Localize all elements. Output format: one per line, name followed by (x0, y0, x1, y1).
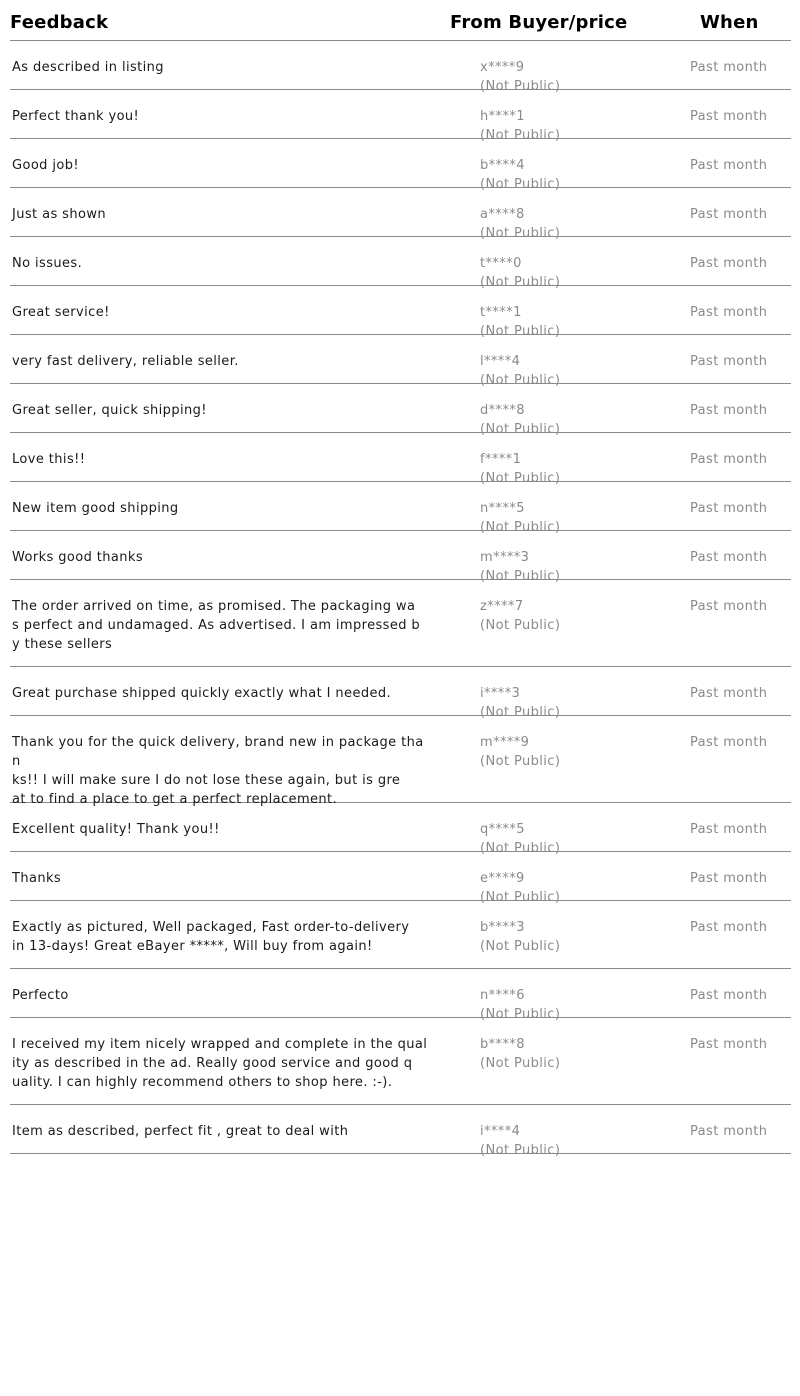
table-row (10, 716, 791, 807)
buyer-visibility: (Not Public) (480, 471, 561, 486)
buyer-id: t****0 (480, 256, 522, 271)
buyer-visibility: (Not Public) (480, 618, 561, 633)
feedback-comment: Just as shown (12, 207, 106, 222)
feedback-comment: As described in listing (12, 60, 164, 75)
feedback-comment: Thanks (12, 871, 62, 886)
buyer-cell (480, 1122, 560, 1160)
buyer-visibility: (Not Public) (480, 128, 561, 143)
feedback-when: Past month (690, 550, 768, 565)
feedback-comment: Great service! (12, 305, 110, 320)
buyer-cell (480, 597, 560, 635)
feedback-comment: Exactly as pictured, Well packaged, Fast order-to-delivery in 13-days! Great eBayer *****, Will buy from again! (12, 920, 410, 954)
buyer-visibility: (Not Public) (480, 569, 561, 584)
buyer-id: a****8 (480, 207, 525, 222)
buyer-visibility: (Not Public) (480, 939, 561, 954)
buyer-id: n****5 (480, 501, 525, 516)
buyer-id: t****1 (480, 305, 522, 320)
buyer-visibility: (Not Public) (480, 1143, 561, 1158)
feedback-comment: Great purchase shipped quickly exactly what I needed. (12, 686, 392, 701)
feedback-comment: Works good thanks (12, 550, 144, 565)
table-row (10, 580, 791, 667)
header-from-buyer-price[interactable]: From Buyer/price (450, 12, 628, 33)
buyer-id: i****3 (480, 686, 521, 701)
buyer-visibility: (Not Public) (480, 324, 561, 339)
buyer-visibility: (Not Public) (480, 177, 561, 192)
feedback-when: Past month (690, 1037, 768, 1052)
table-row (10, 335, 791, 388)
buyer-visibility: (Not Public) (480, 422, 561, 437)
buyer-id: d****8 (480, 403, 525, 418)
buyer-id: l****4 (480, 354, 521, 369)
feedback-comment: I received my item nicely wrapped and complete in the qual ity as described in the ad. Really good service and good q uality. I can highly recommend others to shop here. :-). (12, 1037, 428, 1090)
table-row (10, 139, 791, 192)
buyer-visibility: (Not Public) (480, 841, 561, 856)
feedback-comment: New item good shipping (12, 501, 179, 516)
buyer-visibility: (Not Public) (480, 275, 561, 290)
feedback-comment: No issues. (12, 256, 83, 271)
feedback-when: Past month (690, 686, 768, 701)
table-row (10, 188, 791, 241)
table-row (10, 803, 791, 856)
table-row (10, 384, 791, 437)
feedback-comment: very fast delivery, reliable seller. (12, 354, 239, 369)
feedback-when: Past month (690, 305, 768, 320)
buyer-id: z****7 (480, 599, 524, 614)
feedback-comment: Perfecto (12, 988, 69, 1003)
feedback-comment: Thank you for the quick delivery, brand new in package than ks!! I will make sure I do not lose these again, but is gre at to find a place to get a perfect replacement. (12, 735, 424, 807)
table-header (10, 0, 791, 41)
table-row (10, 1018, 791, 1105)
feedback-table (10, 0, 791, 1158)
buyer-visibility: (Not Public) (480, 373, 561, 388)
buyer-visibility: (Not Public) (480, 1007, 561, 1022)
buyer-cell (480, 733, 560, 771)
feedback-when: Past month (690, 1124, 768, 1139)
feedback-when: Past month (690, 735, 768, 750)
header-feedback[interactable]: Feedback (10, 12, 109, 33)
feedback-when: Past month (690, 871, 768, 886)
feedback-when: Past month (690, 920, 768, 935)
feedback-when: Past month (690, 354, 768, 369)
feedback-when: Past month (690, 109, 768, 124)
buyer-cell (480, 918, 560, 956)
buyer-id: m****9 (480, 735, 530, 750)
feedback-comment: Love this!! (12, 452, 86, 467)
header-when[interactable]: When (700, 12, 759, 33)
table-row (10, 90, 791, 143)
feedback-when: Past month (690, 822, 768, 837)
feedback-when: Past month (690, 158, 768, 173)
buyer-visibility: (Not Public) (480, 520, 561, 535)
feedback-comment: The order arrived on time, as promised. The packaging wa s perfect and undamaged. As advertised. I am impressed b y these sellers (12, 599, 421, 652)
table-row (10, 286, 791, 339)
table-row (10, 969, 791, 1022)
table-row (10, 433, 791, 486)
buyer-id: e****9 (480, 871, 525, 886)
buyer-visibility: (Not Public) (480, 1056, 561, 1071)
buyer-id: f****1 (480, 452, 522, 467)
buyer-id: b****8 (480, 1037, 525, 1052)
feedback-comment: Item as described, perfect fit , great to deal with (12, 1124, 349, 1139)
feedback-comment: Good job! (12, 158, 79, 173)
feedback-when: Past month (690, 207, 768, 222)
feedback-comment: Great seller, quick shipping! (12, 403, 207, 418)
buyer-id: b****4 (480, 158, 525, 173)
buyer-visibility: (Not Public) (480, 890, 561, 905)
table-row (10, 237, 791, 290)
buyer-visibility: (Not Public) (480, 705, 561, 720)
table-row (10, 482, 791, 535)
table-row (10, 852, 791, 905)
feedback-comment: Perfect thank you! (12, 109, 140, 124)
buyer-id: b****3 (480, 920, 525, 935)
feedback-when: Past month (690, 256, 768, 271)
feedback-comment: Excellent quality! Thank you!! (12, 822, 220, 837)
feedback-when: Past month (690, 403, 768, 418)
buyer-id: h****1 (480, 109, 525, 124)
table-row (10, 667, 791, 720)
feedback-when: Past month (690, 452, 768, 467)
table-row (10, 1105, 791, 1158)
buyer-visibility: (Not Public) (480, 226, 561, 241)
buyer-visibility: (Not Public) (480, 79, 561, 94)
feedback-when: Past month (690, 599, 768, 614)
buyer-id: x****9 (480, 60, 525, 75)
feedback-rows (10, 41, 791, 1158)
buyer-id: i****4 (480, 1124, 521, 1139)
buyer-visibility: (Not Public) (480, 754, 561, 769)
table-row (10, 531, 791, 584)
buyer-id: m****3 (480, 550, 530, 565)
buyer-id: n****6 (480, 988, 525, 1003)
table-row (10, 41, 791, 94)
buyer-id: q****5 (480, 822, 525, 837)
feedback-when: Past month (690, 501, 768, 516)
buyer-cell (480, 1035, 560, 1073)
feedback-when: Past month (690, 60, 768, 75)
feedback-when: Past month (690, 988, 768, 1003)
table-row (10, 901, 791, 969)
